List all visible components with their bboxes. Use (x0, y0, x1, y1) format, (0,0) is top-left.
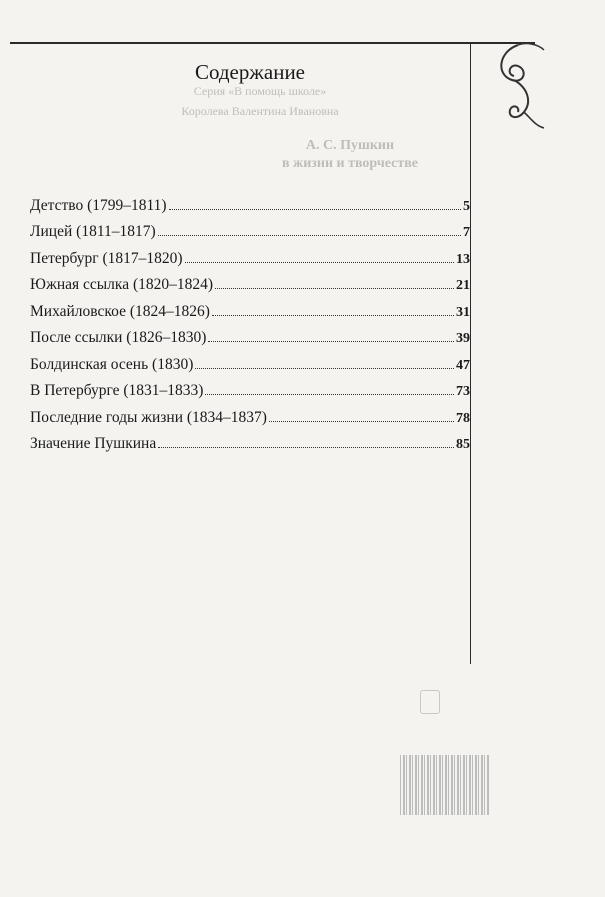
toc-entry-label: В Петербурге (1831–1833) (30, 382, 204, 399)
bleed-through-logo (420, 690, 440, 714)
toc-entry-label: Значение Пушкина (30, 435, 157, 452)
toc-entry-page: 73 (456, 384, 470, 399)
toc-entry (30, 347, 470, 374)
table-of-contents (30, 188, 470, 453)
toc-entry-page: 85 (456, 437, 470, 452)
toc-entry-label: После ссылки (1826–1830) (30, 329, 207, 346)
leader-dots (158, 447, 454, 448)
leader-dots (269, 421, 454, 422)
top-rule (10, 42, 535, 44)
toc-entry-page: 13 (456, 251, 470, 267)
bleed-through-barcode (400, 755, 490, 815)
toc-entry (30, 241, 470, 268)
toc-entry (30, 400, 470, 427)
toc-entry-page: 39 (456, 331, 470, 346)
leader-dots (212, 315, 454, 316)
page-title: Содержание (194, 60, 306, 84)
toc-entry-page: 5 (463, 198, 470, 214)
toc-entry-label: Михайловское (1824–1826) (30, 302, 210, 320)
toc-entry (30, 215, 470, 242)
bleed-through-text: Серия «В помощь школе» (193, 84, 327, 98)
toc-entry-page: 7 (463, 225, 470, 240)
toc-entry (30, 427, 470, 454)
leader-dots (205, 394, 454, 395)
toc-entry (30, 321, 470, 348)
bleed-through-text: в жизни и творчестве (281, 156, 419, 171)
leader-dots (169, 209, 461, 210)
toc-entry-label: Лицей (1811–1817) (30, 223, 156, 240)
leader-dots (195, 368, 454, 369)
flourish-ornament-icon (488, 40, 548, 135)
toc-entry (30, 374, 470, 401)
toc-entry-label: Петербург (1817–1820) (30, 249, 183, 267)
right-rule (470, 44, 471, 664)
leader-dots (215, 288, 454, 289)
toc-entry (30, 268, 470, 295)
leader-dots (208, 341, 454, 342)
bleed-through-text: Королева Валентина Ивановна (181, 104, 339, 118)
toc-entry-page: 21 (456, 278, 470, 293)
leader-dots (185, 262, 454, 263)
toc-entry-label: Болдинская осень (1830) (30, 355, 194, 373)
leader-dots (158, 235, 461, 236)
bleed-through-text: А. С. Пушкин (305, 138, 395, 153)
toc-entry-page: 31 (456, 304, 470, 320)
toc-entry-label: Южная ссылка (1820–1824) (30, 276, 214, 293)
toc-entry-page: 47 (456, 357, 470, 373)
toc-entry-label: Последние годы жизни (1834–1837) (30, 408, 267, 426)
toc-entry (30, 188, 470, 215)
toc-entry-label: Детство (1799–1811) (30, 196, 167, 214)
toc-entry-page: 78 (456, 410, 470, 426)
toc-entry (30, 294, 470, 321)
